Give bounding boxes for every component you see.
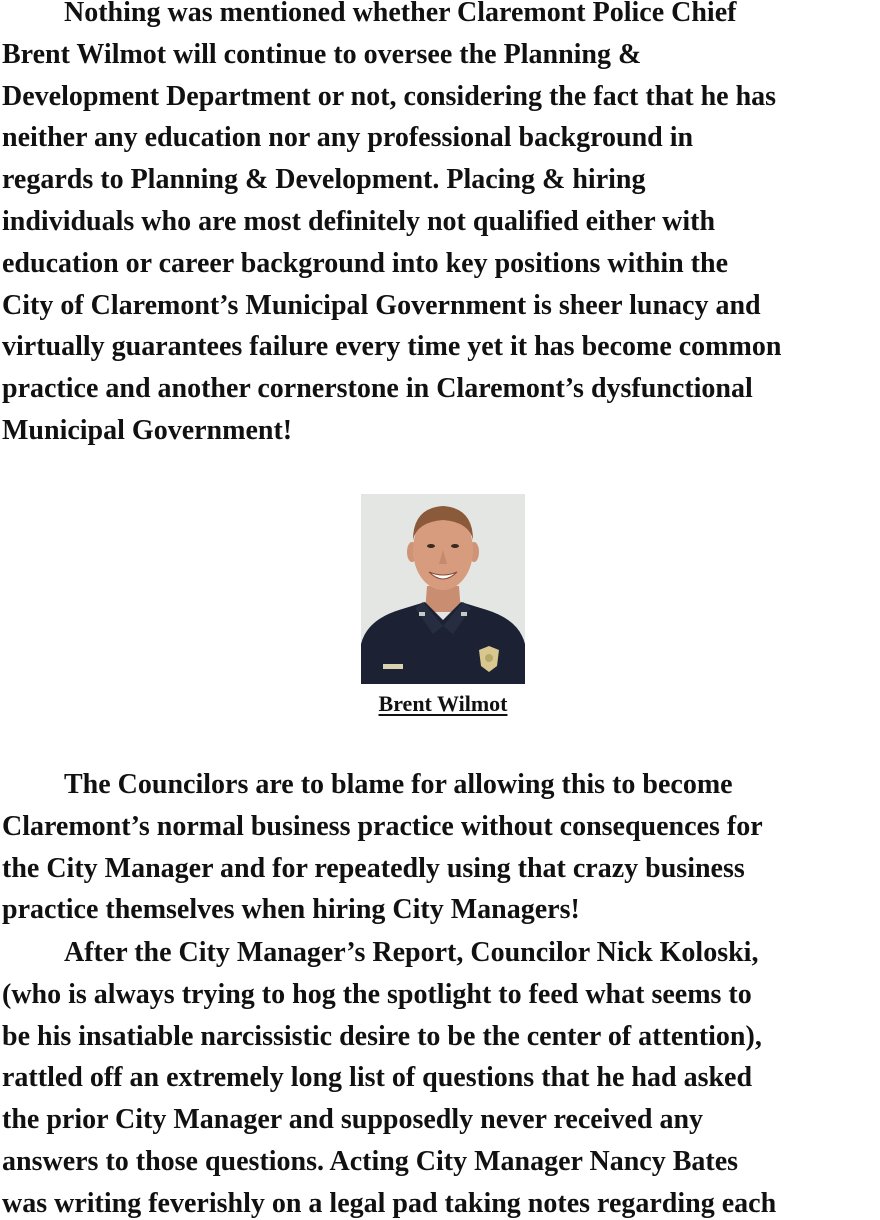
text-line: was writing feverishly on a legal pad taking notes regarding each [2,1187,777,1219]
text-line: the City Manager and for repeatedly using that crazy business [2,852,745,884]
text-line: regards to Planning & Development. Placing & hiring [2,164,646,196]
collar-pin [419,612,425,616]
text-line: individuals who are most definitely not qualified either with [2,205,716,237]
paragraph-city-manager-report [2,932,878,1220]
portrait-figure [361,494,525,684]
text-line: practice and another cornerstone in Claremont’s dysfunctional [2,373,753,405]
eye [427,544,435,548]
collar-pin [461,612,467,616]
text-line: The Councilors are to blame for allowing this to become [64,769,733,800]
badge-center [485,654,493,662]
text-line: be his insatiable narcissistic desire to be the center of attention), [2,1020,762,1052]
text-line: answers to those questions. Acting City Manager Nancy Bates [2,1145,739,1177]
eye [451,544,459,548]
text-line: (who is always trying to hog the spotlight to feed what seems to [2,978,752,1010]
text-line: Municipal Government! [2,414,293,446]
text-line: Claremont’s normal business practice without consequences for [2,810,763,842]
name-plate [383,664,403,669]
text-line: education or career background into key positions within the [2,247,729,279]
paragraph-planning-development [2,0,878,452]
text-line: virtually guarantees failure every time yet it has become common [2,331,782,363]
photo-caption: Brent Wilmot [378,691,508,716]
text-line: Brent Wilmot will continue to oversee the Planning & [2,38,642,70]
text-line: Nothing was mentioned whether Claremont Police Chief [64,0,737,28]
text-line: rattled off an extremely long list of questions that he had asked [2,1062,753,1094]
text-line: neither any education nor any professional background in [2,122,694,154]
text-line: the prior City Manager and supposedly never received any [2,1104,704,1136]
paragraph-councilors-blame [2,764,878,931]
text-line: City of Claremont’s Municipal Government is sheer lunacy and [2,289,761,321]
portrait-photo [361,494,525,684]
text-line: Development Department or not, considering the fact that he has [2,80,777,112]
text-line: practice themselves when hiring City Managers! [2,894,580,926]
text-line: After the City Manager’s Report, Councilor Nick Koloski, [64,937,759,968]
